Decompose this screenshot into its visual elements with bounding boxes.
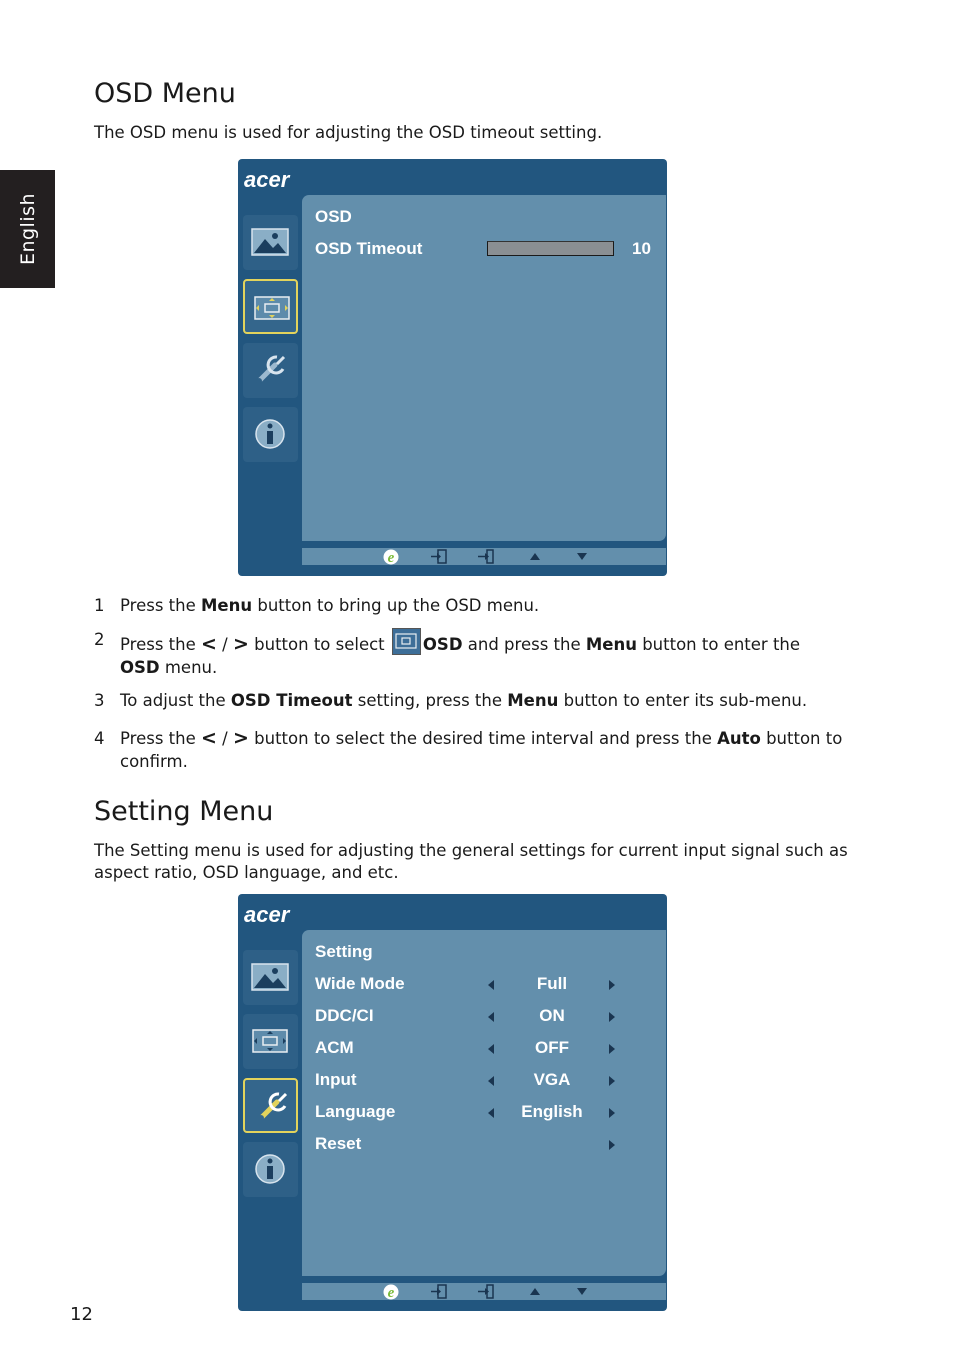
up-arrow-icon[interactable] xyxy=(529,552,541,561)
language-label[interactable]: Language xyxy=(315,1102,396,1121)
info-icon xyxy=(251,415,289,453)
osd-timeout-label[interactable]: OSD Timeout xyxy=(315,239,423,258)
setting-wrench-icon xyxy=(253,1088,291,1126)
ddc-ci-left-arrow-icon[interactable] xyxy=(488,1012,494,1022)
reset-label[interactable]: Reset xyxy=(315,1134,362,1153)
ddc-ci-value: ON xyxy=(539,1006,565,1025)
osd-timeout-bar[interactable] xyxy=(487,241,614,256)
osd-position-icon xyxy=(251,1022,289,1060)
setting-footer-bar xyxy=(302,1283,666,1300)
picture-icon xyxy=(251,958,289,996)
input-right-arrow-icon[interactable] xyxy=(609,1076,615,1086)
acer-logo-text: acer xyxy=(244,167,290,192)
osd-content-panel xyxy=(302,195,666,541)
osd-timeout-value: 10 xyxy=(632,239,651,258)
acer-logo-icon xyxy=(242,167,306,193)
enter-icon[interactable] xyxy=(430,1284,448,1299)
language-side-tab xyxy=(0,170,55,288)
step-4: 4 Press the < / > button to select the desired time interval and press the Auto button to confirm. xyxy=(94,727,843,771)
osd-inline-icon xyxy=(392,628,421,655)
exit-icon[interactable] xyxy=(477,1284,495,1299)
setting-wrench-icon xyxy=(251,351,289,389)
osd-timeout-bar-fill xyxy=(488,242,613,255)
language-value: English xyxy=(521,1102,583,1121)
setting-menu-button[interactable] xyxy=(243,1078,298,1133)
wide-mode-right-arrow-icon[interactable] xyxy=(609,980,615,990)
info-icon xyxy=(251,1150,289,1188)
down-arrow-icon[interactable] xyxy=(576,552,588,561)
osd-menu-button[interactable] xyxy=(243,1014,298,1069)
input-left-arrow-icon[interactable] xyxy=(488,1076,494,1086)
step-2: 2 Press the < / > button to select OSD and press the Menu button to enter the OSD menu. xyxy=(94,630,801,677)
step-number: 2 xyxy=(94,630,105,649)
osd-menu-button[interactable] xyxy=(243,279,298,334)
acm-left-arrow-icon[interactable] xyxy=(488,1044,494,1054)
page-number: 12 xyxy=(70,1304,93,1325)
osd-menu-heading: OSD Menu xyxy=(94,78,236,109)
osd-menu-intro: The OSD menu is used for adjusting the OSD timeout setting. xyxy=(94,123,603,142)
ddc-ci-right-arrow-icon[interactable] xyxy=(609,1012,615,1022)
information-menu-button[interactable] xyxy=(243,1142,298,1197)
e-mode-icon[interactable] xyxy=(382,548,400,565)
exit-icon[interactable] xyxy=(477,549,495,564)
input-value: VGA xyxy=(533,1070,571,1089)
input-label[interactable]: Input xyxy=(315,1070,357,1089)
setting-menu-heading: Setting Menu xyxy=(94,796,274,827)
up-arrow-icon[interactable] xyxy=(529,1287,541,1296)
e-mode-icon[interactable] xyxy=(382,1283,400,1300)
setting-menu-screen xyxy=(238,894,667,1311)
wide-mode-label[interactable]: Wide Mode xyxy=(315,974,405,993)
wide-mode-value: Full xyxy=(536,974,568,993)
enter-icon[interactable] xyxy=(430,549,448,564)
step-number: 1 xyxy=(94,596,105,615)
setting-menu-intro: The Setting menu is used for adjusting the general settings for current input signal such as aspect ratio, OSD language, and etc. xyxy=(94,841,848,882)
language-right-arrow-icon[interactable] xyxy=(609,1108,615,1118)
setting-menu-button[interactable] xyxy=(243,343,298,398)
step-1: 1 Press the Menu button to bring up the OSD menu. xyxy=(94,596,540,615)
step-number: 4 xyxy=(94,729,105,748)
language-left-arrow-icon[interactable] xyxy=(488,1108,494,1118)
reset-right-arrow-icon[interactable] xyxy=(609,1140,615,1150)
acer-logo-icon xyxy=(242,902,306,928)
osd-menu-screen xyxy=(238,159,667,576)
setting-panel-title: Setting xyxy=(315,942,373,961)
acer-logo-text: acer xyxy=(244,902,290,927)
osd-footer-bar xyxy=(302,548,666,565)
setting-content-panel xyxy=(302,930,666,1276)
down-arrow-icon[interactable] xyxy=(576,1287,588,1296)
information-menu-button[interactable] xyxy=(243,407,298,462)
picture-menu-button[interactable] xyxy=(243,215,298,270)
svg-text:e: e xyxy=(387,550,395,565)
acm-label[interactable]: ACM xyxy=(315,1038,354,1057)
language-side-tab-label: English xyxy=(16,192,39,266)
wide-mode-left-arrow-icon[interactable] xyxy=(488,980,494,990)
osd-panel-title: OSD xyxy=(315,207,352,226)
svg-text:e: e xyxy=(387,1285,395,1300)
step-3: 3 To adjust the OSD Timeout setting, press the Menu button to enter its sub-menu. xyxy=(94,691,808,710)
picture-icon xyxy=(251,223,289,261)
osd-position-icon xyxy=(253,289,291,327)
acm-right-arrow-icon[interactable] xyxy=(609,1044,615,1054)
acm-value: OFF xyxy=(535,1038,569,1057)
picture-menu-button[interactable] xyxy=(243,950,298,1005)
step-number: 3 xyxy=(94,691,105,710)
ddc-ci-label[interactable]: DDC/CI xyxy=(315,1006,374,1025)
